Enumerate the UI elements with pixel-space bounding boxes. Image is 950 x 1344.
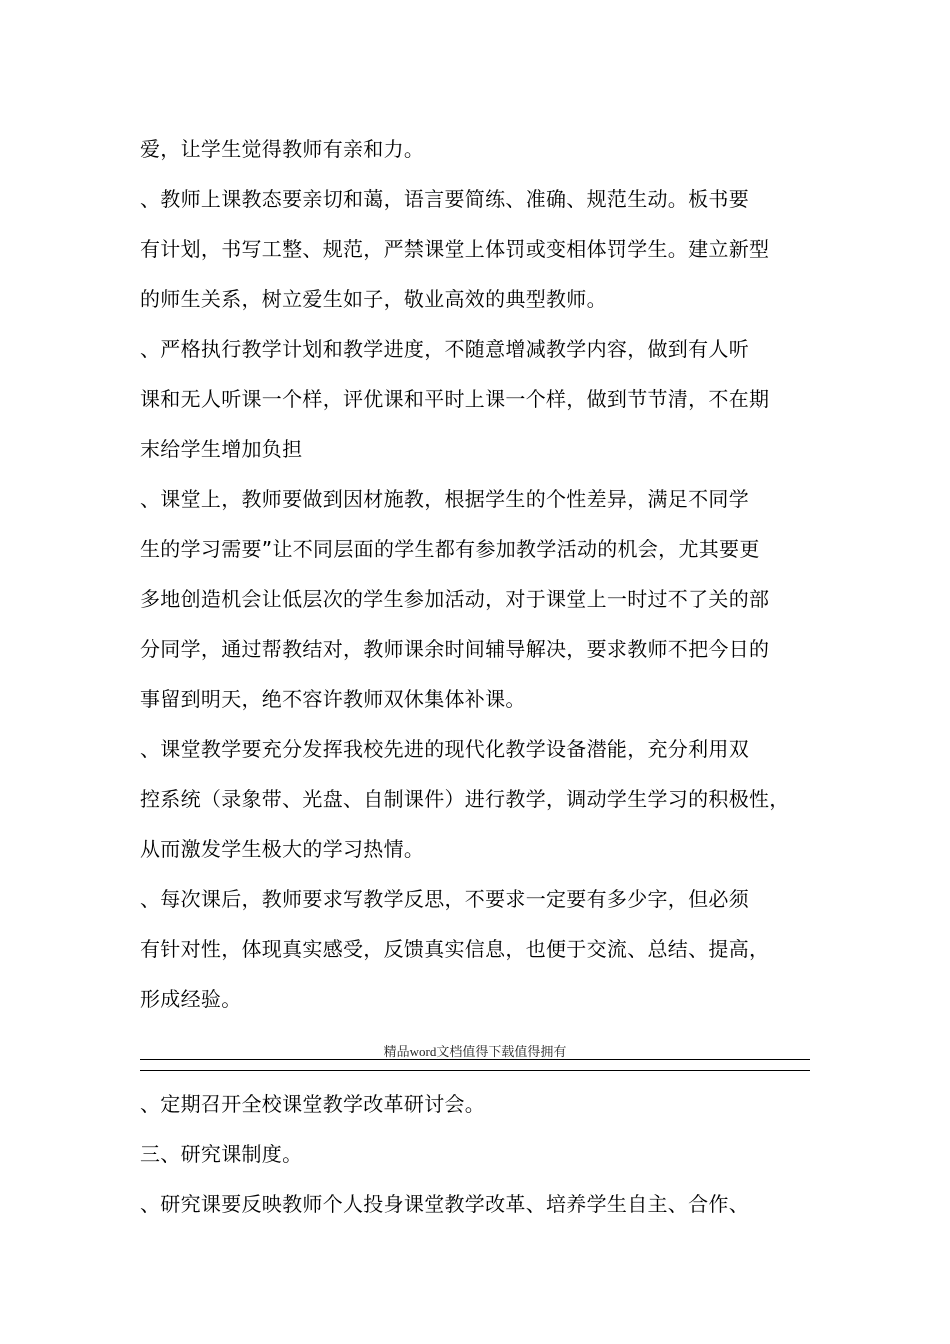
text-line: 、定期召开全校课堂教学改革研讨会。	[140, 1092, 486, 1116]
text-line: 、课堂教学要充分发挥我校先进的现代化教学设备潜能，充分利用双	[140, 737, 749, 761]
text-line: 事留到明天，绝不容许教师双休集体补课。	[140, 687, 526, 711]
text-line: 有针对性，体现真实感受，反馈真实信息，也便于交流、总结、提高，	[140, 937, 770, 961]
text-line: 、每次课后，教师要求写教学反思，不要求一定要有多少字，但必须	[140, 887, 749, 911]
section-heading: 三、研究课制度。	[140, 1142, 303, 1166]
text-line: 、课堂上，教师要做到因材施教，根据学生的个性差异，满足不同学	[140, 487, 749, 511]
text-line: 有计划，书写工整、规范，严禁课堂上体罚或变相体罚学生。建立新型	[140, 237, 770, 261]
text-line: 、教师上课教态要亲切和蔼，语言要简练、准确、规范生动。板书要	[140, 187, 749, 211]
text-line: 末给学生增加负担	[140, 437, 303, 461]
text-line: 多地创造机会让低层次的学生参加活动，对于课堂上一时过不了关的部	[140, 587, 770, 611]
text-line: 控系统（录象带、光盘、自制课件）进行教学，调动学生学习的积极性，	[140, 787, 790, 811]
text-line: 、严格执行教学计划和教学进度，不随意增减教学内容，做到有人听	[140, 337, 749, 361]
text-line: 形成经验。	[140, 987, 242, 1011]
footer-divider	[140, 1059, 810, 1060]
page-footer-text: 精品word文档值得下载值得拥有	[383, 1044, 567, 1059]
text-line: 课和无人听课一个样，评优课和平时上课一个样，做到节节清，不在期	[140, 387, 770, 411]
text-line: 的师生关系，树立爱生如子，敬业高效的典型教师。	[140, 287, 607, 311]
text-line: 分同学，通过帮教结对，教师课余时间辅导解决，要求教师不把今日的	[140, 637, 770, 661]
text-line: 从而激发学生极大的学习热情。	[140, 837, 425, 861]
text-line: 、研究课要反映教师个人投身课堂教学改革、培养学生自主、合作、	[140, 1192, 749, 1216]
text-line: 生的学习需要”让不同层面的学生都有参加教学活动的机会，尤其要更	[140, 537, 760, 561]
header-divider	[140, 1070, 810, 1071]
text-line: 爱，让学生觉得教师有亲和力。	[140, 137, 425, 161]
